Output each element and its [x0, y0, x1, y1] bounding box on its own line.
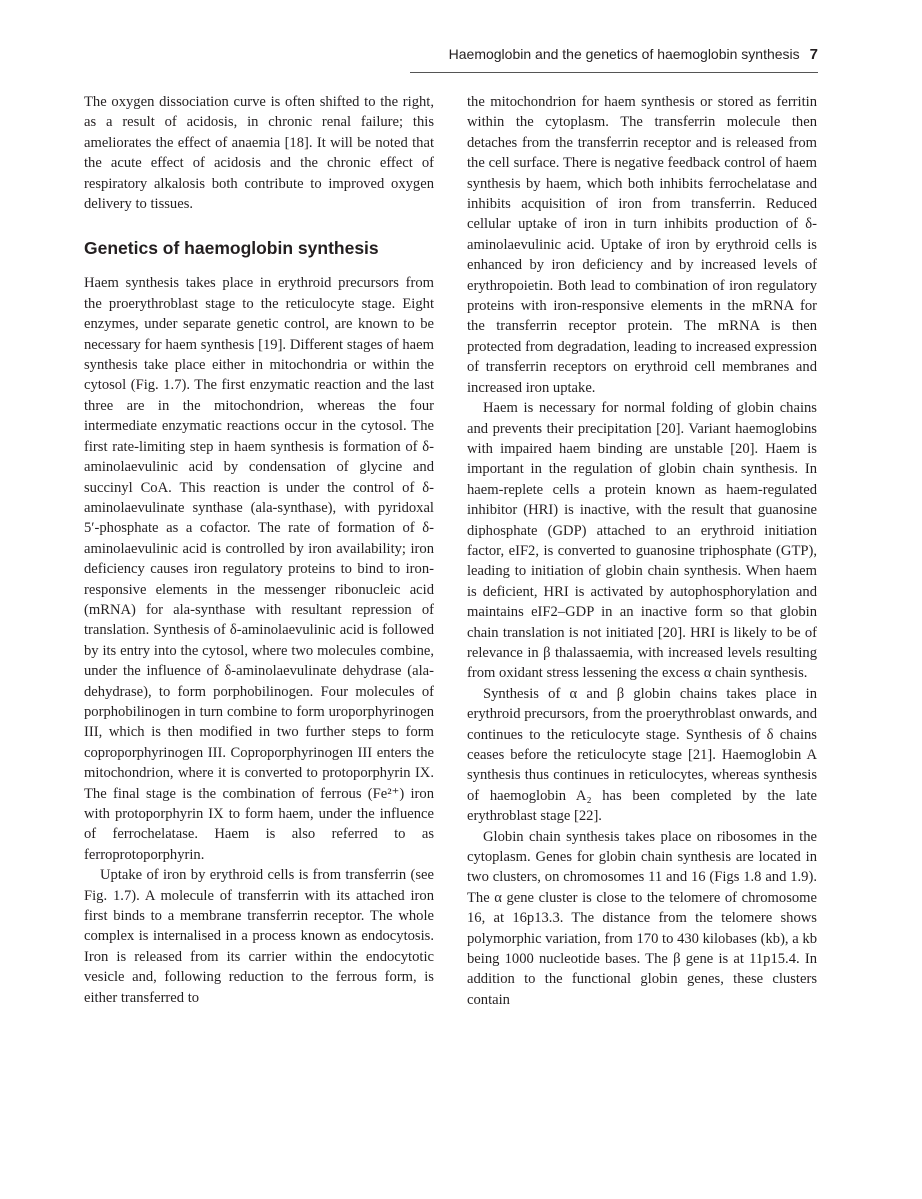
header-rule	[410, 72, 818, 73]
paragraph: Globin chain synthesis takes place on ribosomes in the cytoplasm. Genes for globin chain synthesis are located in two clusters, on chromosomes 11 and 16 (Figs 1.8 and 1.9). The α gene cluster is close to the telomere of chromosome 16, at 16p13.3. The distance from the telomere shows polymorphic variation, from 170 to 430 kilobases (kb), a kb being 1000 nucleotide bases. The β gene is at 11p15.4. In addition to the functional globin genes, these clusters contain	[467, 828, 817, 1008]
paragraph: Haem synthesis takes place in erythroid precursors from the proerythroblast stage to the reticulocyte stage. Eight enzymes, under separate genetic control, are known to be necessary for haem synthesis [19]. Different stages of haem synthesis take place either in mitochondria or within the cytosol (Fig. 1.7). The first enzymatic reaction and the last three are in the mitochondrion, whereas the four intermediate enzymatic reactions occur in the cytosol. The first rate-limiting step in haem synthesis is formation of δ-aminolaevulinic acid by condensation of glycine and succinyl CoA. This reaction is under the control of δ-aminolaevulinate synthase (ala-synthase), with pyridoxal 5′-phosphate as a cofactor. The rate of formation of δ-aminolaevulinic acid is controlled by iron availability; iron deficiency causes iron regulatory proteins to bind to iron-responsive elements in the messenger ribonucleic acid (mRNA) for ala-synthase with resultant repression of translation. Synthesis of δ-aminolaevulinic acid is followed by its entry into the cytosol, where two molecules combine, under the influence of δ-aminolaevulinate dehydrase (ala-dehydrase), to form porphobilinogen. Four molecules of porphobilinogen in turn combine to form uroporphyrinogen III, which is then modified in two further steps to form coproporphyrinogen III. Coproporphyrinogen III enters the mitochondrion, where it is converted to protoporphyrin IX. The final stage is the combination of ferrous (Fe²⁺) iron with protoporphyrin IX to form haem, under the influence of ferrochelatase. Haem is also referred to as ferroprotoporphyrin.	[84, 275, 434, 863]
running-title: Haemoglobin and the genetics of haemoglobin synthesis	[448, 46, 800, 62]
page-number: 7	[809, 46, 818, 63]
paragraph: Haem is necessary for normal folding of globin chains and prevents their precipitation [20]. Variant haemoglobins with impaired haem binding are unstable [20]. Haem is important in the regulation of globin chain synthesis. In haem-replete cells a protein known as haem-regulated inhibitor (HRI) is inactive, with the result that guanosine diphosphate (GDP) attached to an erythroid initiation factor, eIF2, is converted to guanosine triphosphate (GTP), leading to initiation of globin chain synthesis. When haem is deficient, HRI is activated by autophosphorylation and maintains eIF2–GDP in an inactive form so that globin chain translation is not initiated [20]. HRI is likely to be of relevance in β thalassaemia, with increased levels resulting from oxidant stress lessening the excess α chain synthesis.	[467, 400, 817, 682]
paragraph: the mitochondrion for haem synthesis or stored as ferritin within the cytoplasm. The transferrin molecule then detaches from the transferrin receptor and is released from the cell surface. There is negative feedback control of haem synthesis by haem, which both inhibits ferrochelatase and inhibits acquisition of iron from transferrin. Reduced cellular uptake of iron in turn inhibits production of δ-aminolaevulinic acid. Uptake of iron by erythroid cells is enhanced by iron deficiency and by increased levels of erythropoietin. Both lead to combination of iron regulatory proteins with iron-responsive elements in the mRNA for the transferrin receptor protein. The mRNA is then protected from degradation, leading to increased expression of transferrin receptors on erythroid cell membranes and increased iron uptake.	[467, 94, 817, 396]
right-column	[467, 92, 817, 1010]
left-column	[84, 92, 434, 1008]
paragraph: Synthesis of α and β globin chains takes place in erythroid precursors, from the proerythroblast onwards, and continues to the reticulocyte stage. Synthesis of δ chains ceases before the reticulocyte stage [21]. Haemoglobin A synthesis thus continues in reticulocytes, whereas synthesis of haemoglobin A₂ has been completed by the late erythroblast stage [22].	[467, 685, 817, 825]
running-header	[410, 46, 818, 63]
paragraph: The oxygen dissociation curve is often shifted to the right, as a result of acidosis, in chronic renal failure; this ameliorates the effect of anaemia [18]. It will be noted that the acute effect of acidosis and the chronic effect of respiratory alkalosis both contribute to improved oxygen delivery to tissues.	[84, 94, 434, 213]
paragraph: Uptake of iron by erythroid cells is from transferrin (see Fig. 1.7). A molecule of transferrin with its attached iron first binds to a membrane transferrin receptor. The whole complex is internalised in a process known as endocytosis. Iron is released from its carrier within the endocytotic vesicle and, following reduction to the ferrous form, is either transferred to	[84, 867, 434, 1006]
section-heading: Genetics of haemoglobin synthesis	[84, 238, 379, 259]
